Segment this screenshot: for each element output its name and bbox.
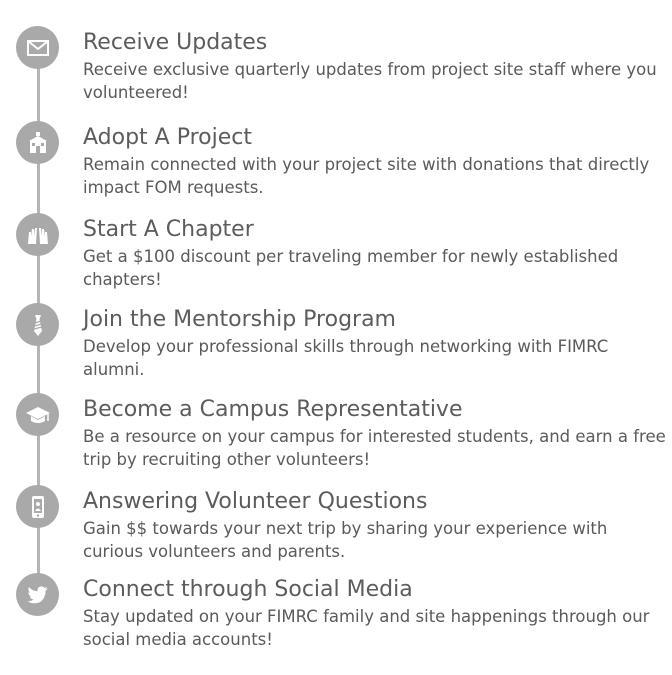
benefit-description: Get a $100 discount per traveling member for newly established chapters!	[83, 247, 619, 289]
graduation-cap-icon	[16, 393, 59, 436]
envelope-icon	[16, 26, 59, 69]
benefit-description: Develop your professional skills through networking with FIMRC alumni.	[83, 337, 609, 379]
benefit-description: Remain connected with your project site with donations that directly impact FOM requests.	[83, 155, 650, 197]
benefit-title: Receive Updates	[83, 30, 268, 55]
benefit-title: Connect through Social Media	[83, 577, 413, 602]
benefit-title: Answering Volunteer Questions	[83, 489, 428, 514]
benefit-description: Receive exclusive quarterly updates from project site staff where you volunteered!	[83, 60, 657, 102]
benefit-title: Join the Mentorship Program	[83, 307, 396, 332]
necktie-icon	[16, 303, 59, 346]
benefit-title: Start A Chapter	[83, 217, 254, 242]
benefit-description: Stay updated on your FIMRC family and site happenings through our social media accounts!	[83, 607, 650, 649]
building-icon	[16, 121, 59, 164]
benefit-title: Become a Campus Representative	[83, 397, 463, 422]
raised-hands-icon	[16, 213, 59, 256]
benefit-description: Gain $$ towards your next trip by sharing your experience with curious volunteers and parents.	[83, 519, 608, 561]
twitter-bird-icon	[16, 573, 59, 616]
benefit-description: Be a resource on your campus for interested students, and earn a free trip by recruiting other volunteers!	[83, 427, 666, 469]
benefit-title: Adopt A Project	[83, 125, 252, 150]
phone-icon	[16, 485, 59, 528]
